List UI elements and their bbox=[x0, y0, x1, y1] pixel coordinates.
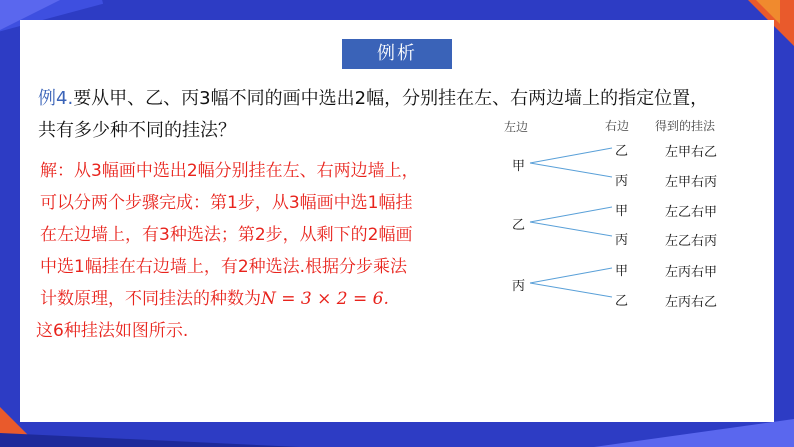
solution-line: 中选1幅挂在右边墙上，有2种选法.根据分步乘法 bbox=[40, 257, 408, 277]
tree-right-node: 乙 bbox=[615, 294, 629, 309]
tree-branch bbox=[530, 222, 612, 236]
solution-line: 解：从3幅画中选出2幅分别挂在左、右两边墙上， bbox=[40, 161, 419, 181]
tree-result: 左甲右乙 bbox=[665, 145, 718, 160]
tree-right-node: 甲 bbox=[615, 264, 629, 279]
tree-header-left: 左边 bbox=[504, 120, 529, 134]
question-line-2: 共有多少种不同的挂法？ bbox=[38, 120, 236, 141]
solution-formula: N = 3 × 2 = 6. bbox=[261, 289, 389, 309]
tree-right-node: 丙 bbox=[615, 174, 629, 189]
tree-branch bbox=[530, 207, 612, 222]
solution-line: 这6种挂法如图所示. bbox=[36, 321, 189, 341]
tree-result: 左丙右甲 bbox=[665, 265, 718, 280]
example-label: 例4. bbox=[38, 88, 74, 109]
solution-line: 在左边墙上，有3种选法；第2步，从剩下的2幅画 bbox=[40, 225, 413, 245]
tree-branch bbox=[530, 163, 612, 177]
tree-right-node: 甲 bbox=[615, 204, 629, 219]
tree-branch bbox=[530, 148, 612, 163]
tree-right-node: 丙 bbox=[615, 233, 629, 248]
tree-left-node: 乙 bbox=[512, 218, 526, 233]
tree-header-right: 右边 bbox=[605, 119, 630, 133]
section-title: 例析 bbox=[342, 39, 452, 69]
tree-right-node: 乙 bbox=[615, 144, 629, 159]
tree-result: 左丙右乙 bbox=[665, 295, 718, 310]
tree-left-node: 丙 bbox=[512, 279, 526, 294]
solution-text: 计数原理，不同挂法的种数为 bbox=[40, 289, 261, 309]
tree-result: 左乙右甲 bbox=[665, 205, 718, 220]
solution-line: 可以分两个步骤完成：第1步，从3幅画中选1幅挂 bbox=[40, 193, 413, 213]
tree-header-result: 得到的挂法 bbox=[655, 119, 716, 133]
tree-left-node: 甲 bbox=[512, 159, 526, 174]
tree-branch bbox=[530, 283, 612, 297]
tree-branch bbox=[530, 268, 612, 283]
tree-result: 左乙右丙 bbox=[665, 234, 718, 249]
tree-result: 左甲右丙 bbox=[665, 175, 718, 190]
question-text-1: 要从甲、乙、丙3幅不同的画中选出2幅，分别挂在左、右两边墙上的指定位置， bbox=[73, 88, 709, 109]
